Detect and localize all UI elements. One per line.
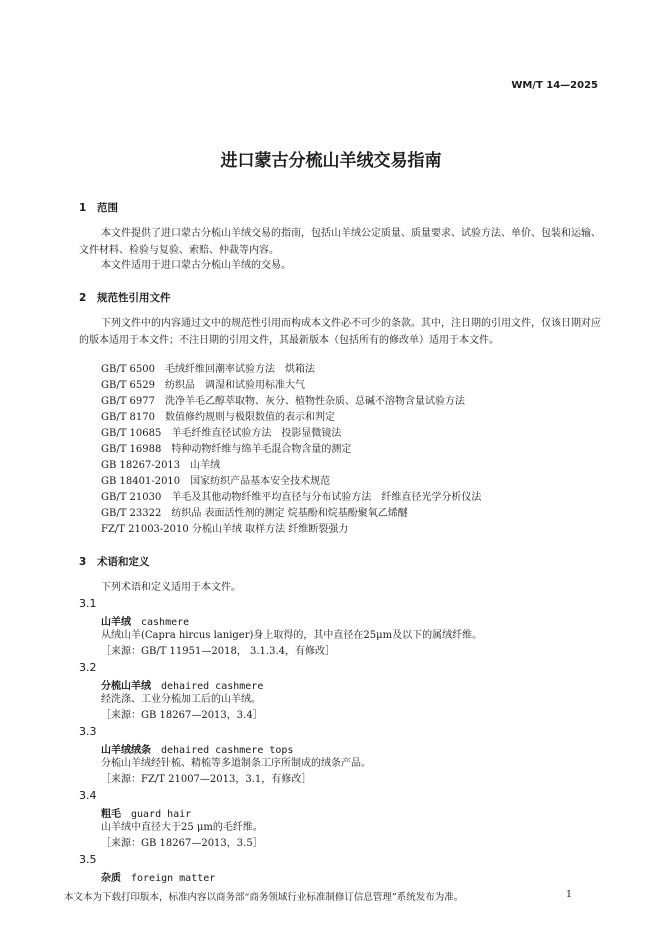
term-english: foreign matter bbox=[131, 873, 216, 884]
section-number: 1 bbox=[79, 202, 87, 214]
reference-item: GB/T 6529 纺织品 调湿和试验用标准大气 bbox=[101, 380, 306, 391]
term-heading bbox=[101, 677, 263, 692]
term-english: dehaired cashmere bbox=[161, 681, 264, 692]
reference-item: GB/T 6977 洗净羊毛乙醇萃取物、灰分、植物性杂质、总碱不溶物含量试验方法 bbox=[101, 396, 466, 407]
term-number: 3.4 bbox=[79, 789, 97, 802]
section-number: 3 bbox=[79, 556, 87, 568]
term-english: dehaired cashmere tops bbox=[161, 745, 294, 756]
reference-item: GB/T 21030 羊毛及其他动物纤维平均直径与分布试验方法 纤维直径光学分析仪法 bbox=[101, 492, 482, 503]
page-number: 1 bbox=[565, 889, 572, 900]
term-number: 3.1 bbox=[79, 597, 97, 610]
term-source: ［来源：FZ/T 21007—2013，3.1，有修改］ bbox=[101, 774, 312, 785]
section-1-paragraph-1: 本文件提供了进口蒙古分梳山羊绒交易的指南，包括山羊绒公定质量、质量要求、试验方法、单价、包装和运输、文件材料、检验与复验、索赔、仲裁等内容。 bbox=[79, 228, 601, 256]
reference-item: GB/T 16988 特种动物纤维与绵羊毛混合物含量的测定 bbox=[101, 444, 352, 455]
term-source: ［来源：GB 18267—2013，3.4］ bbox=[101, 710, 263, 721]
section-2-paragraph-1: 下列文件中的内容通过文中的规范性引用而构成本文件必不可少的条款。其中，注日期的引用文件，仅该日期对应的版本适用于本文件；不注日期的引用文件，其最新版本（包括所有的修改单）适用于本文件。 bbox=[79, 318, 601, 346]
reference-item: GB/T 10685 羊毛纤维直径试验方法 投影显微镜法 bbox=[101, 428, 342, 439]
term-chinese: 杂质 bbox=[101, 873, 121, 884]
term-definition: 分梳山羊绒经针梳、精梳等多道制条工序所制成的绒条产品。 bbox=[101, 758, 371, 769]
term-source: ［来源：GB 18267—2013，3.5］ bbox=[101, 838, 263, 849]
term-definition: 山羊绒中直径大于25 μm的毛纤维。 bbox=[101, 822, 263, 833]
term-heading bbox=[101, 805, 191, 820]
term-definition: 经洗涤、工业分梳加工后的山羊绒。 bbox=[101, 694, 261, 705]
term-number: 3.3 bbox=[79, 725, 97, 738]
section-title: 术语和定义 bbox=[97, 556, 150, 568]
footer-note: 本文本为下载打印版本，标准内容以商务部“商务领域行业标准制修订信息管理”系统发布为准。 bbox=[64, 892, 464, 903]
reference-item: GB/T 8170 数值修约规则与极限数值的表示和判定 bbox=[101, 412, 336, 423]
section-1-heading bbox=[79, 200, 118, 215]
term-heading bbox=[101, 741, 293, 756]
reference-item: GB/T 23322 纺织品 表面活性剂的测定 烷基酚和烷基酚聚氧乙烯醚 bbox=[101, 508, 408, 519]
term-number: 3.2 bbox=[79, 661, 97, 674]
reference-item: GB/T 6500 毛绒纤维回潮率试验方法 烘箱法 bbox=[101, 364, 316, 375]
term-heading bbox=[101, 869, 215, 884]
section-number: 2 bbox=[79, 292, 87, 304]
document-title: 进口蒙古分梳山羊绒交易指南 bbox=[220, 151, 442, 171]
term-chinese: 分梳山羊绒 bbox=[101, 681, 151, 692]
term-chinese: 粗毛 bbox=[101, 809, 121, 820]
section-title: 规范性引用文件 bbox=[97, 292, 171, 304]
section-3-intro: 下列术语和定义适用于本文件。 bbox=[101, 582, 241, 593]
term-chinese: 山羊绒绒条 bbox=[101, 745, 151, 756]
section-title: 范围 bbox=[97, 202, 118, 214]
section-1-paragraph-2: 本文件适用于进口蒙古分梳山羊绒的交易。 bbox=[101, 260, 291, 271]
term-english: guard hair bbox=[131, 809, 192, 820]
term-source: ［来源：GB/T 11951—2018， 3.1.3.4，有修改］ bbox=[101, 646, 335, 657]
document-code: WM/T 14—2025 bbox=[511, 80, 598, 91]
term-chinese: 山羊绒 bbox=[101, 617, 131, 628]
section-3-heading bbox=[79, 554, 150, 569]
term-english: cashmere bbox=[141, 617, 190, 628]
term-definition: 从绒山羊(Capra hircus laniger)身上取得的，其中直径在25μm及以下的属绒纤维。 bbox=[101, 630, 483, 641]
reference-item: GB 18267-2013 山羊绒 bbox=[101, 460, 221, 471]
reference-item: FZ/T 21003-2010 分梳山羊绒 取样方法 纤维断裂强力 bbox=[101, 524, 349, 535]
section-2-heading bbox=[79, 290, 171, 305]
reference-item: GB 18401-2010 国家纺织产品基本安全技术规范 bbox=[101, 476, 331, 487]
term-number: 3.5 bbox=[79, 853, 97, 866]
term-heading bbox=[101, 613, 189, 628]
